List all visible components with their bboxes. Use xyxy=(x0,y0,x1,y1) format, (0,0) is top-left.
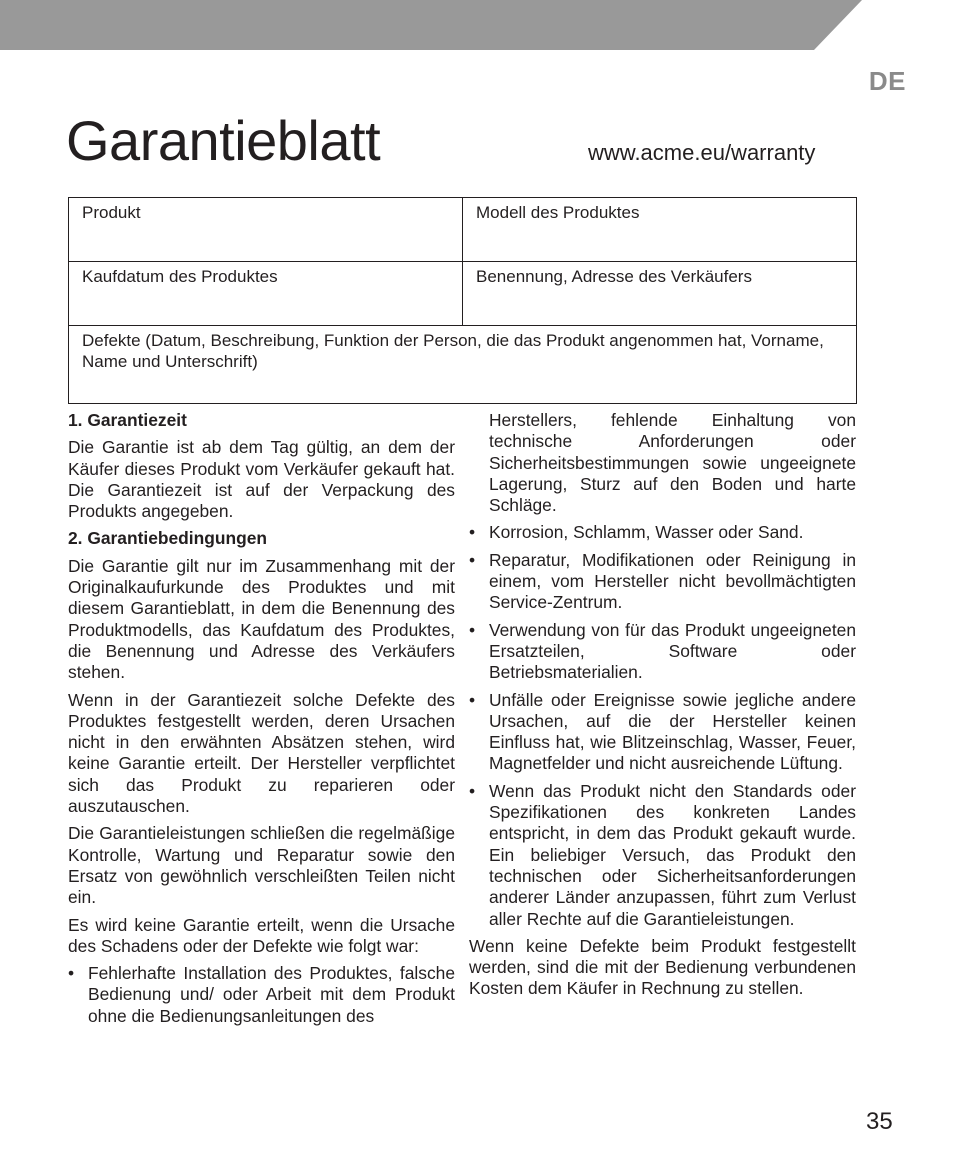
section-heading-warranty-period: 1. Garantiezeit xyxy=(68,410,187,430)
model-field[interactable] xyxy=(463,198,857,262)
defects-field[interactable] xyxy=(69,326,857,404)
paragraph-conditions-2: Wenn in der Garantiezeit solche Defekte des Produktes festgestellt werden, deren Ursachen nicht in den erwähnten Absätzen stehen, wird keine Garantie erteilt. Der Hersteller verpflichtet sich das Produkt zu reparieren oder auszutauschen. xyxy=(68,689,455,817)
list-item-text: Unfälle oder Ereignisse sowie jegliche andere Ursachen, auf die der Hersteller keinen Einfluss hat, wie Blitzeinschlag, Wasser, Feuer, Magnetfelder und nicht ausreichende Lüftung. xyxy=(489,689,856,774)
list-item xyxy=(68,963,455,1027)
seller-field[interactable] xyxy=(463,262,857,326)
product-field[interactable] xyxy=(69,198,463,262)
bullet-icon: • xyxy=(469,522,476,543)
paragraph-conditions-1: Die Garantie gilt nur im Zusammenhang mit der Originalkaufurkunde des Produktes und mit diesem Garantieblatt, in dem die Benennung des Produktmodells, das Kaufdatum des Produktes, die Benennung und Adresse des Verkäufers stehen. xyxy=(68,555,455,683)
bullet-icon: • xyxy=(469,549,476,570)
paragraph-conditions-3: Die Garantieleistungen schließen die regelmäßige Kontrolle, Wartung und Reparatur sowie den Ersatz von gewöhnlich verschleißten Teilen nicht ein. xyxy=(68,823,455,908)
bullet-icon: • xyxy=(469,780,476,801)
paragraph-warranty-period: Die Garantie ist ab dem Tag gültig, an dem der Käufer dieses Produkt vom Verkäufer gekauft hat. Die Garantiezeit ist auf der Verpackung des Produkts angegeben. xyxy=(68,437,455,522)
section-heading-warranty-conditions: 2. Garantiebedingungen xyxy=(68,528,268,549)
list-item xyxy=(469,620,856,684)
closing-paragraph: Wenn keine Defekte beim Produkt festgestellt werden, sind die mit der Bedienung verbundenen Kosten dem Käufer in Rechnung zu stellen. xyxy=(469,935,856,999)
seller-label: Benennung, Adresse des Verkäufers xyxy=(476,267,752,286)
list-item xyxy=(469,522,856,543)
list-item xyxy=(469,690,856,775)
warranty-form xyxy=(68,197,857,404)
left-column xyxy=(68,410,455,1033)
header-bar xyxy=(0,0,954,50)
list-item xyxy=(469,781,856,930)
list-item-text: Reparatur, Modifikationen oder Reinigung in einem, vom Hersteller nicht bevollmächtigten Service-Zentrum. xyxy=(489,549,856,613)
exclusion-list-start xyxy=(68,963,455,1027)
purchase-date-label: Kaufdatum des Produktes xyxy=(82,267,278,286)
list-item-text: Verwendung von für das Produkt ungeeigneten Ersatzteilen, Software oder Betriebsmaterialien. xyxy=(489,619,856,683)
right-column xyxy=(469,410,856,1006)
purchase-date-field[interactable] xyxy=(69,262,463,326)
exclusion-list xyxy=(469,522,856,929)
page-number: 35 xyxy=(866,1108,893,1135)
bullet-icon: • xyxy=(68,963,75,984)
list-item-text: Wenn das Produkt nicht den Standards oder Spezifikationen des konkreten Landes entspricht, in dem das Produkt gekauft wurde. Ein beliebiger Versuch, das Produkt den technischen oder Sicherheitsanforderungen anderer Länder anzupassen, führt zum Verlust aller Rechte auf die Garantieleistungen. xyxy=(489,780,856,929)
list-item-text: Fehlerhafte Installation des Produktes, falsche Bedienung und/ oder Arbeit mit dem Produkt ohne die Bedienungsanleitungen des xyxy=(88,963,455,1026)
list-item xyxy=(469,550,856,614)
page-title: Garantieblatt xyxy=(66,109,381,172)
defects-label: Defekte (Datum, Beschreibung, Funktion der Person, die das Produkt angenommen hat, Vorname, Name und Unterschrift) xyxy=(82,331,824,371)
model-label: Modell des Produktes xyxy=(476,203,640,222)
product-label: Produkt xyxy=(82,203,141,222)
paragraph-conditions-4: Es wird keine Garantie erteilt, wenn die Ursache des Schadens oder der Defekte wie folgt war: xyxy=(68,914,455,956)
warranty-url: www.acme.eu/warranty xyxy=(588,140,816,165)
list-item-text: Korrosion, Schlamm, Wasser oder Sand. xyxy=(489,522,804,543)
list-item-continuation: Herstellers, fehlende Einhaltung von technische Anforderungen oder Sicherheitsbestimmungen sowie ungeeignete Lagerung, Sturz auf den Boden und harte Schläge. xyxy=(489,410,856,516)
bullet-icon: • xyxy=(469,619,476,640)
bullet-icon: • xyxy=(469,689,476,710)
language-tag: DE xyxy=(868,66,906,96)
